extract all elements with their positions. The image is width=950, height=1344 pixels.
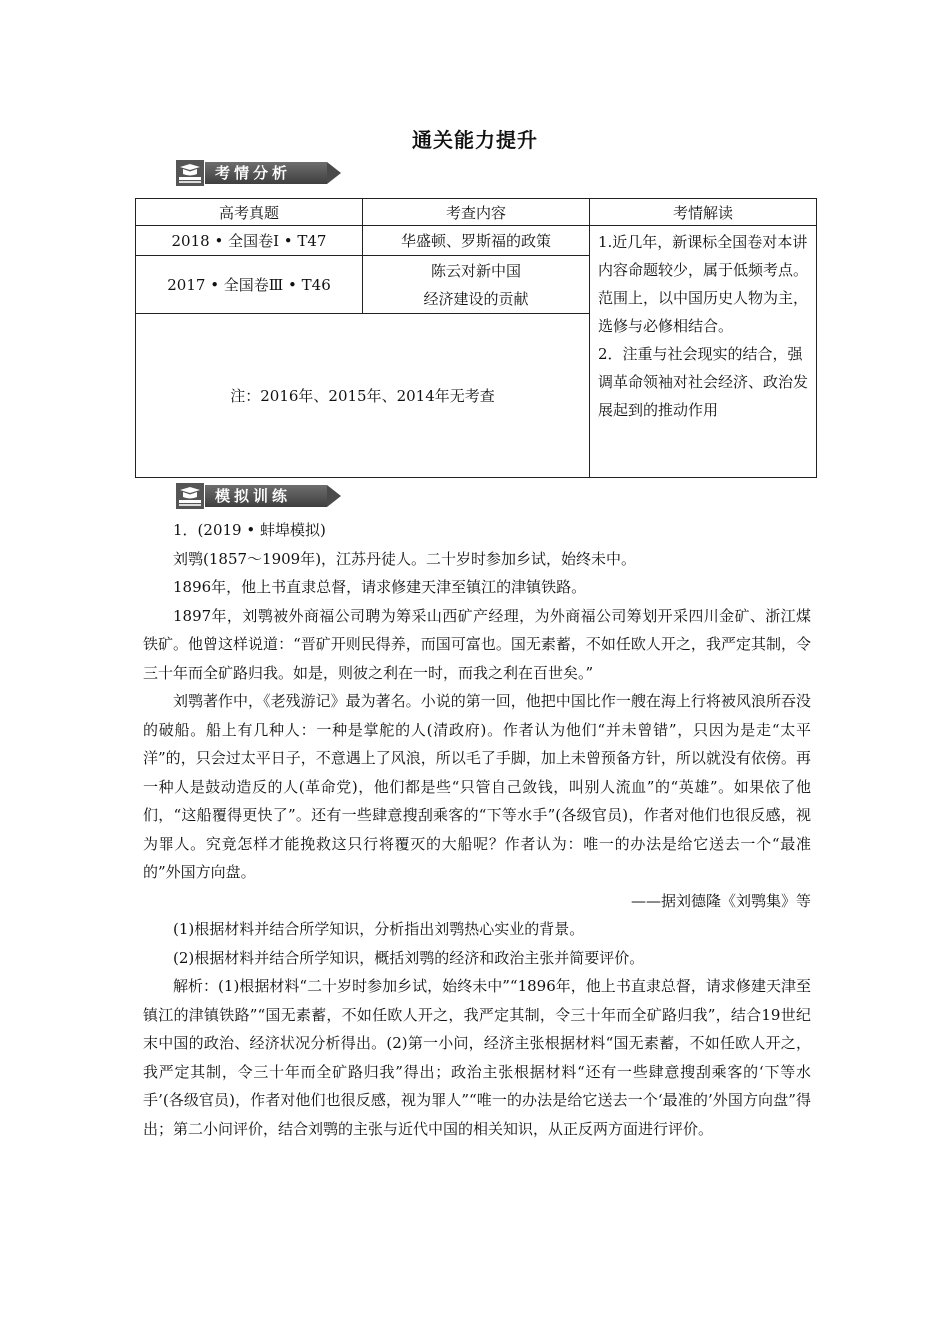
question-body bbox=[143, 516, 811, 1143]
sub-question: (1)根据材料并结合所学知识，分析指出刘鹗热心实业的背景。 bbox=[173, 920, 585, 938]
section-banner-analysis bbox=[175, 159, 345, 187]
book-icon bbox=[175, 482, 205, 510]
banner-arrow bbox=[327, 485, 341, 507]
exam-analysis-table bbox=[135, 198, 817, 478]
cell-exam: 2018 • 全国卷Ⅰ • T47 bbox=[136, 226, 363, 256]
material-paragraph: 1896年，他上书直隶总督，请求修建天津至镇江的津镇铁路。 bbox=[173, 578, 587, 596]
header-content: 考查内容 bbox=[363, 199, 590, 226]
material-source: ——据刘德隆《刘鹗集》等 bbox=[630, 891, 811, 910]
page-title: 通关能力提升 bbox=[412, 128, 538, 152]
content-line-2: 经济建设的贡献 bbox=[423, 289, 529, 308]
banner-label: 考情分析 bbox=[205, 162, 327, 184]
question-number: 1．(2019 • 蚌埠模拟) bbox=[173, 521, 326, 539]
section-banner-training bbox=[175, 482, 345, 510]
reading-point-1: 1.近几年，新课标全国卷对本讲内容命题较少，属于低频考点。范围上，以中国历史人物为主，选修与必修相结合。 bbox=[598, 233, 809, 335]
sub-question: (2)根据材料并结合所学知识，概括刘鹗的经济和政治主张并简要评价。 bbox=[173, 948, 645, 967]
reading-point-2: 2．注重与社会现实的结合，强调革命领袖对社会经济、政治发展起到的推动作用 bbox=[598, 345, 809, 419]
cell-exam: 2017 • 全国卷Ⅲ • T46 bbox=[136, 256, 363, 314]
material-paragraph: 刘鹗著作中，《老残游记》最为著名。小说的第一回，他把中国比作一艘在海上行将被风浪所吞没的破船。船上有几种人：一种是掌舵的人(清政府)。作者认为他们“并未曾错”，只因为是走“太平洋”的，只会过太平日子，不意遇上了风浪，所以毛了手脚，加上未曾预备方针，所以就没有依傍。再一种人是鼓动造反的人(革命党)，他们都是些“只管自己敛钱，叫别人流血”的“英雄”。如果依了他们，“这船覆得更快了”。还有一些肆意搜刮乘客的“下等水手”(各级官员)，作者对他们也很反感，视为罪人。究竟怎样才能挽救这只行将覆灭的大船呢？作者认为：唯一的办法是给它送去一个“最准的”外国方向盘。 bbox=[143, 692, 811, 881]
header-reading: 考情解读 bbox=[590, 199, 817, 226]
banner-arrow bbox=[327, 162, 341, 184]
material-paragraph: 刘鹗(1857～1909年)，江苏丹徒人。二十岁时参加乡试，始终未中。 bbox=[173, 549, 637, 568]
cell-reading bbox=[590, 226, 817, 478]
header-exam: 高考真题 bbox=[136, 199, 363, 226]
cell-content: 华盛顿、罗斯福的政策 bbox=[363, 226, 590, 256]
book-icon bbox=[175, 159, 205, 187]
banner-label: 模拟训练 bbox=[205, 485, 327, 507]
content-line-1: 陈云对新中国 bbox=[430, 261, 521, 280]
analysis-paragraph: 解析：(1)根据材料“二十岁时参加乡试，始终未中”“1896年，他上书直隶总督，请求修建天津至镇江的津镇铁路”“国无素蓄，不如任欧人开之，我严定其制，令三十年而全矿路归我”，结合19世纪末中国的政治、经济状况分析得出。(2)第一小问，经济主张根据材料“国无素蓄，不如任欧人开之，我严定其制，令三十年而全矿路归我”得出；政治主张根据材料“还有一些肆意搜刮乘客的‘下等水手’(各级官员)，作者对他们也很反感，视为罪人”“唯一的办法是给它送去一个‘最准的’外国方向盘”得出；第二小问评价，结合刘鹗的主张与近代中国的相关知识，从正反两方面进行评价。 bbox=[143, 977, 811, 1138]
note-cell: 注：2016年、2015年、2014年无考查 bbox=[136, 314, 590, 478]
material-paragraph: 1897年，刘鹗被外商福公司聘为筹采山西矿产经理，为外商福公司筹划开采四川金矿、浙江煤铁矿。他曾这样说道：“晋矿开则民得养，而国可富也。国无素蓄，不如任欧人开之，我严定其制，令三十年而全矿路归我。如是，则彼之利在一时，而我之利在百世矣。” bbox=[143, 606, 811, 682]
cell-content bbox=[363, 256, 590, 314]
